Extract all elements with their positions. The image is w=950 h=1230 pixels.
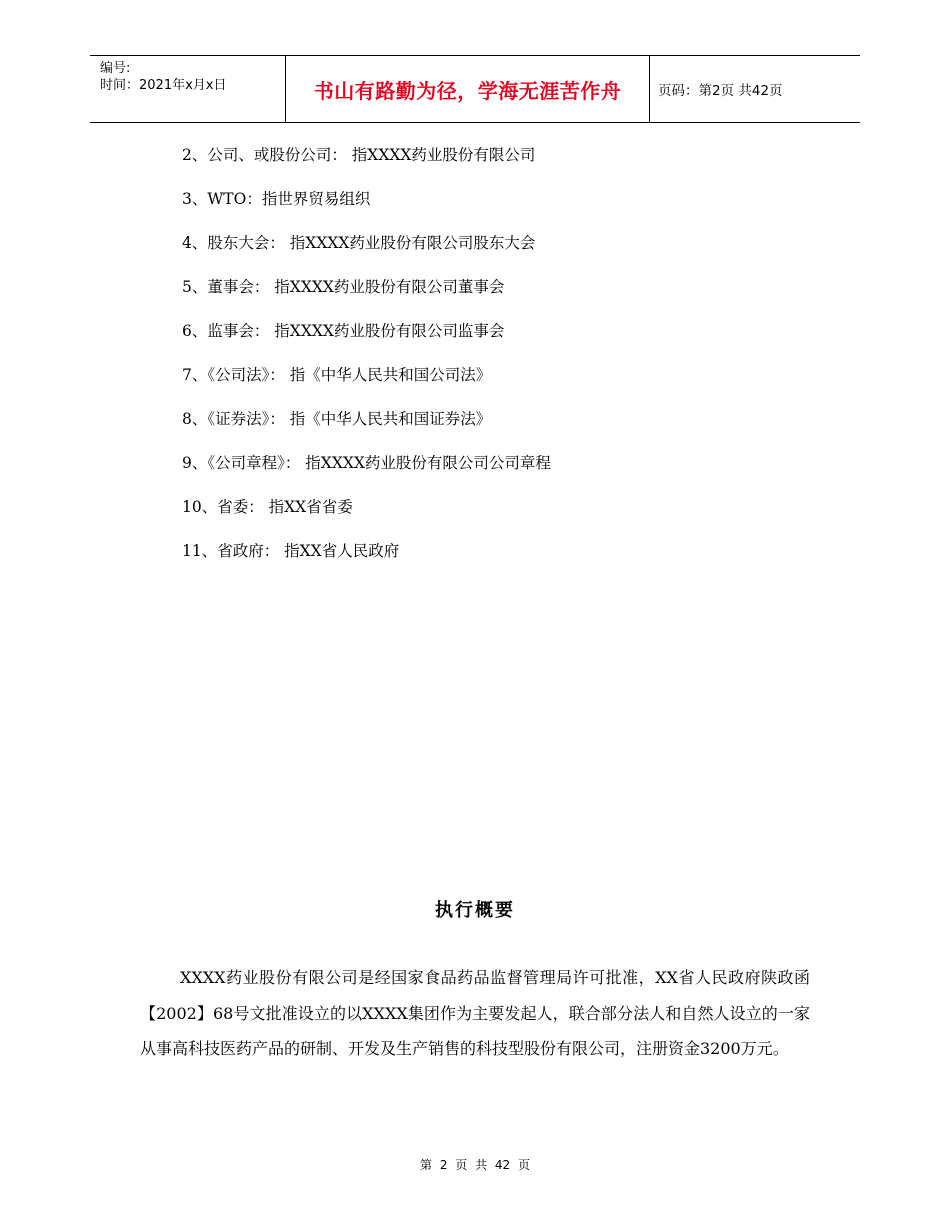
definition-item: 9、《公司章程》： 指XXXX药业股份有限公司公司章程 bbox=[182, 454, 551, 472]
header-slogan: 书山有路勤为径，学海无涯苦作舟 bbox=[286, 56, 650, 122]
definition-item: 11、省政府： 指XX省人民政府 bbox=[182, 542, 400, 560]
page-footer: 第 2 页 共 42 页 bbox=[420, 1158, 530, 1172]
document-number-label: 编号: bbox=[100, 61, 131, 76]
definition-item: 7、《公司法》： 指《中华人民共和国公司法》 bbox=[182, 366, 492, 384]
definitions-list bbox=[182, 140, 822, 580]
definition-item: 3、WTO：指世界贸易组织 bbox=[182, 190, 371, 208]
document-time-label: 时间：2021年x月x日 bbox=[100, 78, 227, 93]
section-title: 执行概要 bbox=[435, 900, 515, 921]
definition-item: 2、公司、或股份公司： 指XXXX药业股份有限公司 bbox=[182, 146, 536, 164]
definition-item: 6、监事会： 指XXXX药业股份有限公司监事会 bbox=[182, 322, 505, 340]
header-page-info: 页码：第2页 共42页 bbox=[658, 83, 783, 99]
section-paragraph: XXXX药业股份有限公司是经国家食品药品监督管理局许可批准，XX省人民政府陕政函【2002】68号文批准设立的以XXXX集团作为主要发起人，联合部分法人和自然人设立的一家从事高科技医药产品的研制、开发及生产销售的科技型股份有限公司，注册资金3200万元。 bbox=[140, 968, 810, 1058]
definition-item: 5、董事会： 指XXXX药业股份有限公司董事会 bbox=[182, 278, 505, 296]
definition-item: 4、股东大会： 指XXXX药业股份有限公司股东大会 bbox=[182, 234, 536, 252]
definition-item: 10、省委： 指XX省省委 bbox=[182, 498, 353, 516]
definition-item: 8、《证券法》： 指《中华人民共和国证券法》 bbox=[182, 410, 492, 428]
page-header bbox=[90, 55, 860, 123]
header-meta bbox=[90, 56, 286, 122]
